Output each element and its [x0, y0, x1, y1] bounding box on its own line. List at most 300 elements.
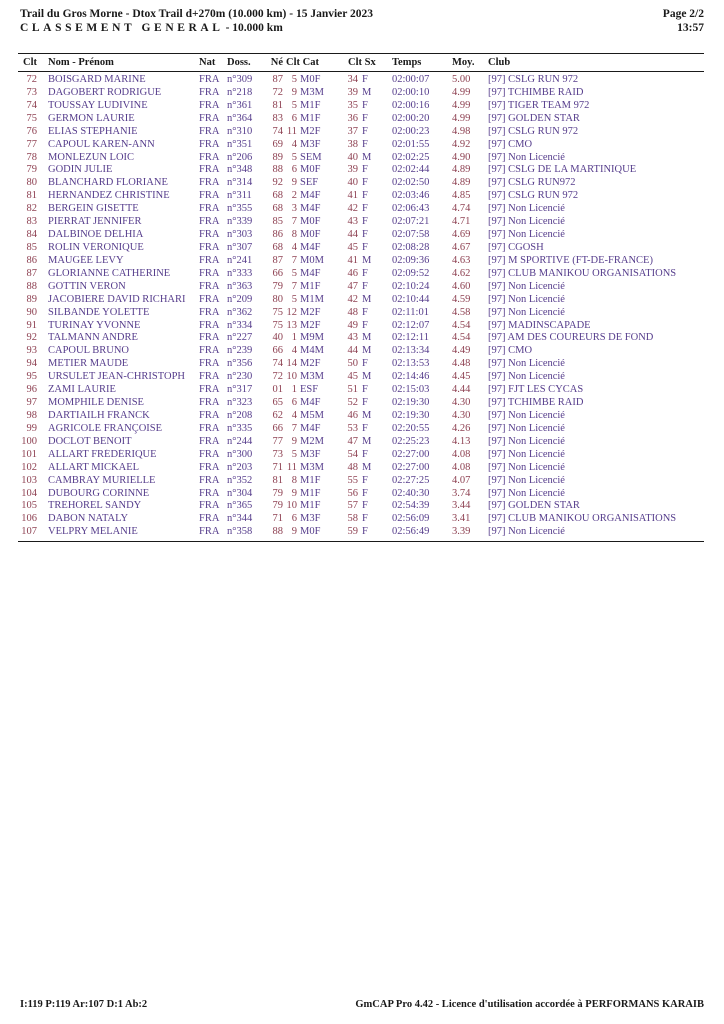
time-cell: 02:01:55	[392, 138, 430, 150]
sex-rank-cell: 59	[347, 526, 358, 538]
bib-cell: n°218	[227, 86, 253, 98]
bib-cell: n°355	[227, 203, 253, 215]
sex-cell: M	[362, 409, 372, 421]
time-cell: 02:00:07	[392, 74, 430, 85]
sex-cell: F	[362, 500, 368, 512]
bib-cell: n°361	[227, 99, 253, 111]
birth-year-cell: 75	[272, 306, 283, 318]
bib-cell: n°203	[227, 461, 253, 473]
avg-speed-cell: 4.99	[452, 112, 471, 124]
sex-rank-cell: 44	[347, 345, 358, 357]
avg-speed-cell: 3.74	[452, 487, 471, 499]
avg-speed-cell: 4.98	[452, 125, 471, 137]
rank-cell: 79	[26, 164, 37, 176]
avg-speed-cell: 4.89	[452, 164, 471, 176]
bib-cell: n°362	[227, 306, 253, 318]
birth-year-cell: 68	[272, 203, 283, 215]
sex-cell: F	[362, 112, 368, 124]
club-cell: [97] Non Licencié	[488, 526, 565, 538]
avg-speed-cell: 4.13	[452, 435, 471, 447]
table-row	[18, 358, 704, 371]
bib-cell: n°351	[227, 138, 253, 150]
cat-rank-cell: 7	[291, 422, 297, 434]
name-cell: ROLIN VÉRONIQUE	[48, 241, 144, 253]
sex-cell: F	[362, 241, 368, 253]
club-cell: [97] Non Licencié	[488, 151, 565, 163]
cat-rank-cell: 5	[291, 267, 297, 279]
club-cell: [97] AM DES COUREURS DE FOND	[488, 332, 654, 344]
footer-license: GmCAP Pro 4.42 - Licence d'utilisation accordée à PERFORMANS KARAIB	[355, 999, 704, 1010]
cat-rank-cell: 4	[291, 138, 297, 150]
sex-cell: F	[362, 229, 368, 241]
cat-cell: M0F	[300, 164, 321, 176]
cat-rank-cell: 1	[291, 384, 297, 396]
time-cell: 02:54:39	[392, 500, 430, 512]
nat-cell: FRA	[199, 526, 220, 538]
table-row	[18, 126, 704, 139]
bib-cell: n°208	[227, 409, 253, 421]
cat-rank-cell: 10	[286, 371, 297, 383]
birth-year-cell: 81	[272, 474, 283, 486]
cat-cell: M2F	[300, 125, 321, 137]
cat-cell: M9M	[300, 332, 324, 344]
name-cell: MAUGÉE LEVY	[48, 254, 124, 266]
birth-year-cell: 79	[272, 500, 283, 512]
name-cell: METIER MAUDE	[48, 358, 129, 370]
sex-cell: F	[362, 487, 368, 499]
bib-cell: n°310	[227, 125, 253, 137]
name-cell: DUBOURG CORINNE	[48, 487, 150, 499]
name-cell: DALBINOE DÉLHIA	[48, 229, 144, 241]
birth-year-cell: 79	[272, 280, 283, 292]
name-cell: ALLART FRÉDÉRIQUE	[48, 448, 157, 460]
name-cell: GERMON LAURIE	[48, 112, 135, 124]
avg-speed-cell: 4.49	[452, 345, 471, 357]
time-cell: 02:25:23	[392, 435, 430, 447]
name-cell: GODIN JULIE	[48, 164, 113, 176]
table-row	[18, 423, 704, 436]
time-cell: 02:40:30	[392, 487, 430, 499]
club-cell: [97] Non Licencié	[488, 474, 565, 486]
sex-rank-cell: 45	[347, 371, 358, 383]
time-cell: 02:13:34	[392, 345, 430, 357]
birth-year-cell: 83	[272, 112, 283, 124]
table-row	[18, 332, 704, 345]
col-header-avg-speed: Moy.	[452, 57, 475, 68]
sex-cell: F	[362, 306, 368, 318]
rank-cell: 97	[26, 397, 37, 409]
rank-cell: 102	[21, 461, 37, 473]
sex-cell: F	[362, 99, 368, 111]
birth-year-cell: 72	[272, 86, 283, 98]
rank-cell: 93	[26, 345, 37, 357]
nat-cell: FRA	[199, 164, 220, 176]
avg-speed-cell: 3.44	[452, 500, 471, 512]
rank-cell: 99	[26, 422, 37, 434]
time-cell: 02:11:01	[392, 306, 429, 318]
nat-cell: FRA	[199, 371, 220, 383]
rank-cell: 96	[26, 384, 37, 396]
rank-cell: 95	[26, 371, 37, 383]
cat-cell: M1M	[300, 293, 324, 305]
avg-speed-cell: 4.26	[452, 422, 471, 434]
avg-speed-cell: 4.59	[452, 293, 471, 305]
sex-cell: M	[362, 151, 372, 163]
club-cell: [97] CSLG RUN 972	[488, 74, 579, 85]
bib-cell: n°356	[227, 358, 253, 370]
cat-cell: M3M	[300, 461, 324, 473]
cat-cell: M3F	[300, 138, 321, 150]
sex-rank-cell: 39	[347, 86, 358, 98]
avg-speed-cell: 4.99	[452, 99, 471, 111]
birth-year-cell: 92	[272, 177, 283, 189]
table-row	[18, 294, 704, 307]
nat-cell: FRA	[199, 254, 220, 266]
sex-cell: F	[362, 164, 368, 176]
club-cell: [97] Non Licencié	[488, 448, 565, 460]
rank-cell: 94	[26, 358, 37, 370]
col-header-cat-rank: Clt Cat	[286, 57, 319, 68]
avg-speed-cell: 4.69	[452, 229, 471, 241]
avg-speed-cell: 4.60	[452, 280, 471, 292]
rank-cell: 80	[26, 177, 37, 189]
time-cell: 02:03:46	[392, 190, 430, 202]
rank-cell: 73	[26, 86, 37, 98]
cat-rank-cell: 4	[291, 241, 297, 253]
sex-rank-cell: 57	[347, 500, 358, 512]
subtitle-main: CLASSEMENT GENERAL	[20, 22, 224, 34]
table-row	[18, 100, 704, 113]
sex-rank-cell: 38	[347, 138, 358, 150]
cat-cell: M1F	[300, 474, 321, 486]
cat-rank-cell: 4	[291, 345, 297, 357]
cat-cell: ESF	[300, 384, 319, 396]
nat-cell: FRA	[199, 461, 220, 473]
bib-cell: n°307	[227, 241, 253, 253]
club-cell: [97] CGOSH	[488, 241, 544, 253]
sex-rank-cell: 47	[347, 280, 358, 292]
sex-cell: F	[362, 448, 368, 460]
cat-rank-cell: 2	[291, 190, 297, 202]
sex-rank-cell: 36	[347, 112, 358, 124]
birth-year-cell: 80	[272, 293, 283, 305]
avg-speed-cell: 4.74	[452, 203, 471, 215]
birth-year-cell: 75	[272, 319, 283, 331]
cat-rank-cell: 5	[291, 99, 297, 111]
cat-cell: M1F	[300, 500, 321, 512]
club-cell: [97] CSLG RUN972	[488, 177, 576, 189]
footer-stats: I:119 P:119 Ar:107 D:1 Ab:2	[20, 999, 148, 1010]
nat-cell: FRA	[199, 332, 220, 344]
nat-cell: FRA	[199, 306, 220, 318]
cat-cell: M4F	[300, 267, 321, 279]
club-cell: [97] GOLDEN STAR	[488, 500, 580, 512]
table-row	[18, 242, 704, 255]
bib-cell: n°314	[227, 177, 253, 189]
table-row	[18, 500, 704, 513]
birth-year-cell: 74	[272, 125, 283, 137]
name-cell: BOISGARD MARINE	[48, 74, 146, 85]
cat-cell: M1F	[300, 487, 321, 499]
table-header	[18, 53, 704, 72]
table-row	[18, 229, 704, 242]
sex-rank-cell: 37	[347, 125, 358, 137]
nat-cell: FRA	[199, 138, 220, 150]
table-row	[18, 74, 704, 87]
time-cell: 02:12:07	[392, 319, 430, 331]
time-cell: 02:19:30	[392, 409, 430, 421]
avg-speed-cell: 4.07	[452, 474, 471, 486]
name-cell: TALMANN ANDRE	[48, 332, 138, 344]
time-cell: 02:10:44	[392, 293, 430, 305]
cat-cell: M2F	[300, 306, 321, 318]
time-cell: 02:19:30	[392, 397, 430, 409]
table-row	[18, 475, 704, 488]
name-cell: TOUSSAY LUDIVINE	[48, 99, 148, 111]
club-cell: [97] CLUB MANIKOU ORGANISATIONS	[488, 513, 677, 525]
avg-speed-cell: 4.30	[452, 397, 471, 409]
cat-rank-cell: 12	[286, 306, 297, 318]
results-table	[18, 53, 704, 542]
birth-year-cell: 71	[272, 461, 283, 473]
sex-cell: F	[362, 319, 368, 331]
cat-rank-cell: 6	[291, 112, 297, 124]
nat-cell: FRA	[199, 474, 220, 486]
nat-cell: FRA	[199, 99, 220, 111]
club-cell: [97] Non Licencié	[488, 280, 565, 292]
sex-cell: M	[362, 345, 372, 357]
table-row	[18, 320, 704, 333]
club-cell: [97] Non Licencié	[488, 461, 565, 473]
birth-year-cell: 40	[272, 332, 283, 344]
birth-year-cell: 74	[272, 358, 283, 370]
time-cell: 02:10:24	[392, 280, 430, 292]
rank-cell: 74	[26, 99, 37, 111]
rank-cell: 76	[26, 125, 37, 137]
club-cell: [97] CSLG RUN 972	[488, 125, 579, 137]
bib-cell: n°365	[227, 500, 253, 512]
subtitle-distance: - 10.000 km	[225, 22, 283, 34]
cat-rank-cell: 9	[291, 487, 297, 499]
col-header-club: Club	[488, 57, 511, 68]
time-cell: 02:02:44	[392, 164, 430, 176]
cat-cell: M1F	[300, 280, 321, 292]
sex-rank-cell: 35	[347, 99, 358, 111]
rank-cell: 98	[26, 409, 37, 421]
time-cell: 02:00:23	[392, 125, 430, 137]
avg-speed-cell: 4.99	[452, 86, 471, 98]
name-cell: ALLART MICKAEL	[48, 461, 140, 473]
cat-rank-cell: 8	[291, 474, 297, 486]
name-cell: CAPOUL KAREN-ANN	[48, 138, 155, 150]
birth-year-cell: 65	[272, 397, 283, 409]
sex-rank-cell: 34	[347, 74, 358, 85]
table-body	[18, 72, 704, 542]
birth-year-cell: 85	[272, 216, 283, 228]
rank-cell: 77	[26, 138, 37, 150]
sex-rank-cell: 45	[347, 241, 358, 253]
page-title: Trail du Gros Morne - Dtox Trail d+270m (10.000 km) - 15 Janvier 2023	[20, 8, 374, 20]
sex-rank-cell: 51	[347, 384, 358, 396]
avg-speed-cell: 4.63	[452, 254, 471, 266]
name-cell: MOMPHILE DENISE	[48, 397, 144, 409]
rank-cell: 84	[26, 229, 37, 241]
sex-cell: M	[362, 332, 372, 344]
time-cell: 02:27:00	[392, 448, 430, 460]
name-cell: JACOBIERE DAVID RICHARI	[48, 293, 186, 305]
bib-cell: n°364	[227, 112, 253, 124]
bib-cell: n°309	[227, 74, 253, 85]
birth-year-cell: 73	[272, 448, 283, 460]
time-cell: 02:15:03	[392, 384, 430, 396]
club-cell: [97] Non Licencié	[488, 293, 565, 305]
cat-rank-cell: 9	[291, 86, 297, 98]
sex-cell: F	[362, 513, 368, 525]
cat-rank-cell: 5	[291, 151, 297, 163]
rank-cell: 104	[21, 487, 37, 499]
birth-year-cell: 68	[272, 241, 283, 253]
cat-rank-cell: 9	[291, 177, 297, 189]
name-cell: CAMBRAY MURIELLE	[48, 474, 156, 486]
nat-cell: FRA	[199, 358, 220, 370]
time-cell: 02:09:36	[392, 254, 430, 266]
time-cell: 02:56:49	[392, 526, 430, 538]
birth-year-cell: 77	[272, 435, 283, 447]
cat-cell: M4F	[300, 422, 321, 434]
cat-rank-cell: 5	[291, 293, 297, 305]
time-cell: 02:00:10	[392, 86, 430, 98]
table-row	[18, 113, 704, 126]
nat-cell: FRA	[199, 125, 220, 137]
sex-cell: F	[362, 397, 368, 409]
rank-cell: 87	[26, 267, 37, 279]
cat-rank-cell: 5	[291, 448, 297, 460]
club-cell: [97] CMO	[488, 345, 533, 357]
cat-cell: SEF	[300, 177, 319, 189]
table-row	[18, 436, 704, 449]
sex-cell: F	[362, 358, 368, 370]
cat-rank-cell: 5	[291, 74, 297, 85]
sex-rank-cell: 41	[347, 254, 358, 266]
table-row	[18, 345, 704, 358]
table-row	[18, 216, 704, 229]
cat-rank-cell: 6	[291, 397, 297, 409]
rank-cell: 75	[26, 112, 37, 124]
avg-speed-cell: 5.00	[452, 74, 471, 85]
club-cell: [97] MADINSCAPADE	[488, 319, 591, 331]
time-cell: 02:20:55	[392, 422, 430, 434]
sex-cell: F	[362, 384, 368, 396]
col-header-sex-rank: Clt Sx	[348, 57, 376, 68]
cat-cell: M2F	[300, 319, 321, 331]
nat-cell: FRA	[199, 397, 220, 409]
time-cell: 02:07:21	[392, 216, 430, 228]
birth-year-cell: 88	[272, 526, 283, 538]
sex-cell: M	[362, 293, 372, 305]
bib-cell: n°363	[227, 280, 253, 292]
club-cell: [97] Non Licencié	[488, 306, 565, 318]
cat-rank-cell: 14	[286, 358, 297, 370]
avg-speed-cell: 3.41	[452, 513, 471, 525]
nat-cell: FRA	[199, 487, 220, 499]
cat-cell: M3M	[300, 371, 324, 383]
birth-year-cell: 79	[272, 487, 283, 499]
birth-year-cell: 72	[272, 371, 283, 383]
birth-year-cell: 66	[272, 422, 283, 434]
sex-cell: M	[362, 254, 372, 266]
sex-rank-cell: 40	[347, 151, 358, 163]
cat-cell: M2F	[300, 358, 321, 370]
rank-cell: 89	[26, 293, 37, 305]
cat-cell: M0M	[300, 254, 324, 266]
nat-cell: FRA	[199, 384, 220, 396]
name-cell: VELPRY MELANIE	[48, 526, 138, 538]
club-cell: [97] GOLDEN STAR	[488, 112, 580, 124]
avg-speed-cell: 4.71	[452, 216, 471, 228]
cat-rank-cell: 11	[286, 125, 297, 137]
nat-cell: FRA	[199, 293, 220, 305]
club-cell: [97] CLUB MANIKOU ORGANISATIONS	[488, 267, 677, 279]
rank-cell: 83	[26, 216, 37, 228]
rank-cell: 103	[21, 474, 37, 486]
col-header-nat: Nat	[199, 57, 216, 68]
sex-rank-cell: 46	[347, 409, 358, 421]
avg-speed-cell: 4.92	[452, 138, 471, 150]
bib-cell: n°317	[227, 384, 253, 396]
table-row	[18, 488, 704, 501]
cat-cell: M2M	[300, 435, 324, 447]
birth-year-cell: 81	[272, 99, 283, 111]
club-cell: [97] TCHIMBE RAID	[488, 86, 584, 98]
sex-cell: F	[362, 474, 368, 486]
cat-cell: M3F	[300, 513, 321, 525]
nat-cell: FRA	[199, 177, 220, 189]
cat-rank-cell: 13	[286, 319, 297, 331]
name-cell: DOCLOT BENOIT	[48, 435, 132, 447]
col-header-name: Nom - Prénom	[48, 57, 114, 68]
name-cell: MONLEZUN LOIC	[48, 151, 135, 163]
sex-rank-cell: 47	[347, 435, 358, 447]
bib-cell: n°230	[227, 371, 253, 383]
cat-cell: M0F	[300, 526, 321, 538]
sex-rank-cell: 40	[347, 177, 358, 189]
sex-cell: M	[362, 461, 372, 473]
club-cell: [97] Non Licencié	[488, 422, 565, 434]
club-cell: [97] Non Licencié	[488, 358, 565, 370]
name-cell: PIERRAT JENNIFER	[48, 216, 142, 228]
sex-rank-cell: 50	[347, 358, 358, 370]
bib-cell: n°339	[227, 216, 253, 228]
nat-cell: FRA	[199, 319, 220, 331]
sex-cell: F	[362, 526, 368, 538]
birth-year-cell: 89	[272, 151, 283, 163]
club-cell: [97] CSLG DE LA MARTINIQUE	[488, 164, 637, 176]
cat-rank-cell: 8	[291, 229, 297, 241]
name-cell: ELIAS STEPHANIE	[48, 125, 138, 137]
avg-speed-cell: 4.48	[452, 358, 471, 370]
cat-cell: M3F	[300, 448, 321, 460]
avg-speed-cell: 4.89	[452, 177, 471, 189]
cat-cell: M0F	[300, 74, 321, 85]
cat-cell: M4F	[300, 397, 321, 409]
bib-cell: n°206	[227, 151, 253, 163]
time-cell: 02:02:25	[392, 151, 430, 163]
cat-cell: M4M	[300, 345, 324, 357]
bib-cell: n°239	[227, 345, 253, 357]
sex-rank-cell: 53	[347, 422, 358, 434]
bib-cell: n°300	[227, 448, 253, 460]
sex-cell: F	[362, 190, 368, 202]
